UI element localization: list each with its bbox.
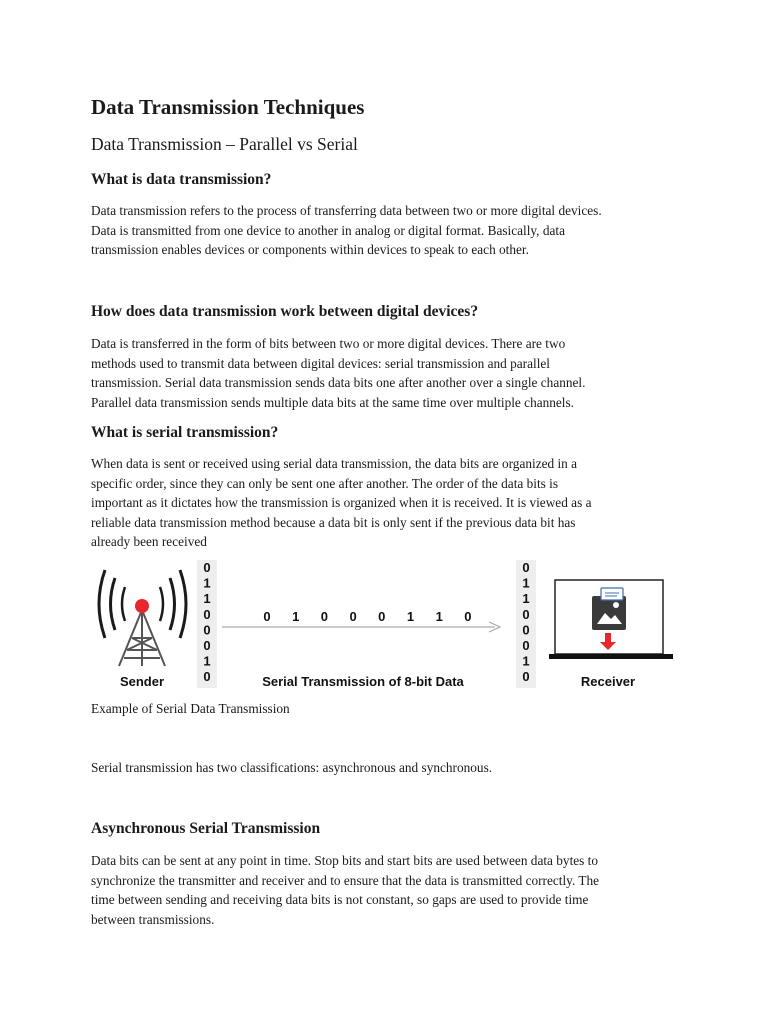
sender-bit: 1: [203, 591, 211, 607]
download-arrow-icon: [605, 633, 611, 643]
stream-bit: 0: [263, 609, 271, 624]
sender-label: Sender: [119, 674, 165, 689]
sender-bit: 1: [203, 653, 211, 669]
paragraph-what-is: [91, 201, 681, 260]
stream-bit: 0: [464, 609, 472, 624]
paragraph-serial: [91, 454, 681, 552]
center-label: Serial Transmission of 8-bit Data: [262, 674, 464, 689]
text-line: Data is transferred in the form of bits between two or more digital devices. There are two: [91, 336, 566, 351]
receiver-bit: 0: [522, 560, 530, 575]
text-line: important as it dictates how the transmission is organized when it is received. It is viewed as a: [91, 495, 592, 510]
stream-bit: 0: [349, 609, 357, 624]
paragraph-how-works: [91, 334, 681, 412]
stream-bit: 0: [320, 609, 329, 624]
receiver-label: Receiver: [580, 674, 636, 689]
receiver-bits: [522, 560, 529, 684]
stream-bit: 1: [435, 609, 443, 624]
paragraph-classifications: Serial transmission has two classifications: asynchronous and synchronous.: [91, 760, 493, 775]
stream-bit: 1: [406, 609, 415, 624]
receiver-bit: 0: [522, 622, 530, 638]
page-subtitle: Data Transmission – Parallel vs Serial: [91, 134, 358, 154]
text-line: methods used to transmit data between digital devices: serial transmission and parallel: [91, 355, 550, 371]
text-line: When data is sent or received using serial data transmission, the data bits are organized in a: [91, 456, 578, 471]
text-line: reliable data transmission method because a data bit is only sent if the previous data bit has: [91, 514, 576, 530]
text-line: transmission. Serial data transmission sends data bits one after another over a single channel.: [91, 375, 586, 390]
serial-transmission-diagram: [91, 558, 681, 692]
text-line: synchronize the transmitter and receiver and to ensure that the data is transmitted correctly. The: [91, 872, 600, 888]
text-line: Data is transmitted from one device to another in analog or digital format. Basically, data: [91, 222, 565, 238]
receiver-bit: 0: [522, 606, 530, 622]
receiver-laptop-icon: [549, 580, 673, 659]
sender-bit: 1: [203, 575, 211, 591]
image-file-icon: [592, 596, 626, 630]
sender-bit: 0: [203, 638, 211, 653]
heading-serial: What is serial transmission?: [91, 424, 279, 441]
sender-bit: 0: [203, 606, 211, 622]
heading-what-is: What is data transmission?: [91, 171, 272, 188]
text-line: Data bits can be sent at any point in time. Stop bits and start bits are used between data bytes to: [91, 853, 599, 868]
heading-how-works: How does data transmission work between digital devices?: [91, 303, 479, 320]
stream-bits: [263, 609, 471, 624]
heading-async: Asynchronous Serial Transmission: [91, 820, 321, 837]
signal-dot-icon: [135, 599, 149, 613]
text-line: time between sending and receiving data bits is not constant, so gaps are used to provide time: [91, 892, 589, 907]
paragraph-async: [91, 851, 681, 929]
text-line: Data transmission refers to the process of transferring data between two or more digital devices.: [91, 203, 602, 218]
stream-bit: 1: [292, 609, 300, 624]
sender-antenna-icon: [99, 570, 186, 666]
receiver-bit: 0: [522, 638, 530, 653]
sender-bit: 0: [203, 669, 211, 685]
page-title: Data Transmission Techniques: [91, 95, 365, 119]
receiver-bit: 1: [522, 591, 530, 607]
text-line: between transmissions.: [91, 911, 215, 927]
document-icon: [601, 588, 623, 600]
stream-bit: 0: [378, 609, 386, 624]
sender-bit: 0: [203, 622, 211, 638]
text-line: transmission enables devices or components within devices to speak to each other.: [91, 242, 529, 257]
sender-bits: [203, 560, 210, 684]
receiver-bit: 1: [522, 575, 530, 591]
text-line: Parallel data transmission sends multiple data bits at the same time over multiple channels.: [91, 394, 575, 410]
receiver-bit: 0: [522, 669, 530, 685]
text-line: specific order, since they can only be sent one after another. The order of the data bits is: [91, 475, 559, 491]
figure-caption: Example of Serial Data Transmission: [91, 701, 290, 716]
text-line: already been received: [91, 534, 207, 549]
sender-bit: 0: [203, 560, 211, 575]
receiver-bit: 1: [522, 653, 530, 669]
